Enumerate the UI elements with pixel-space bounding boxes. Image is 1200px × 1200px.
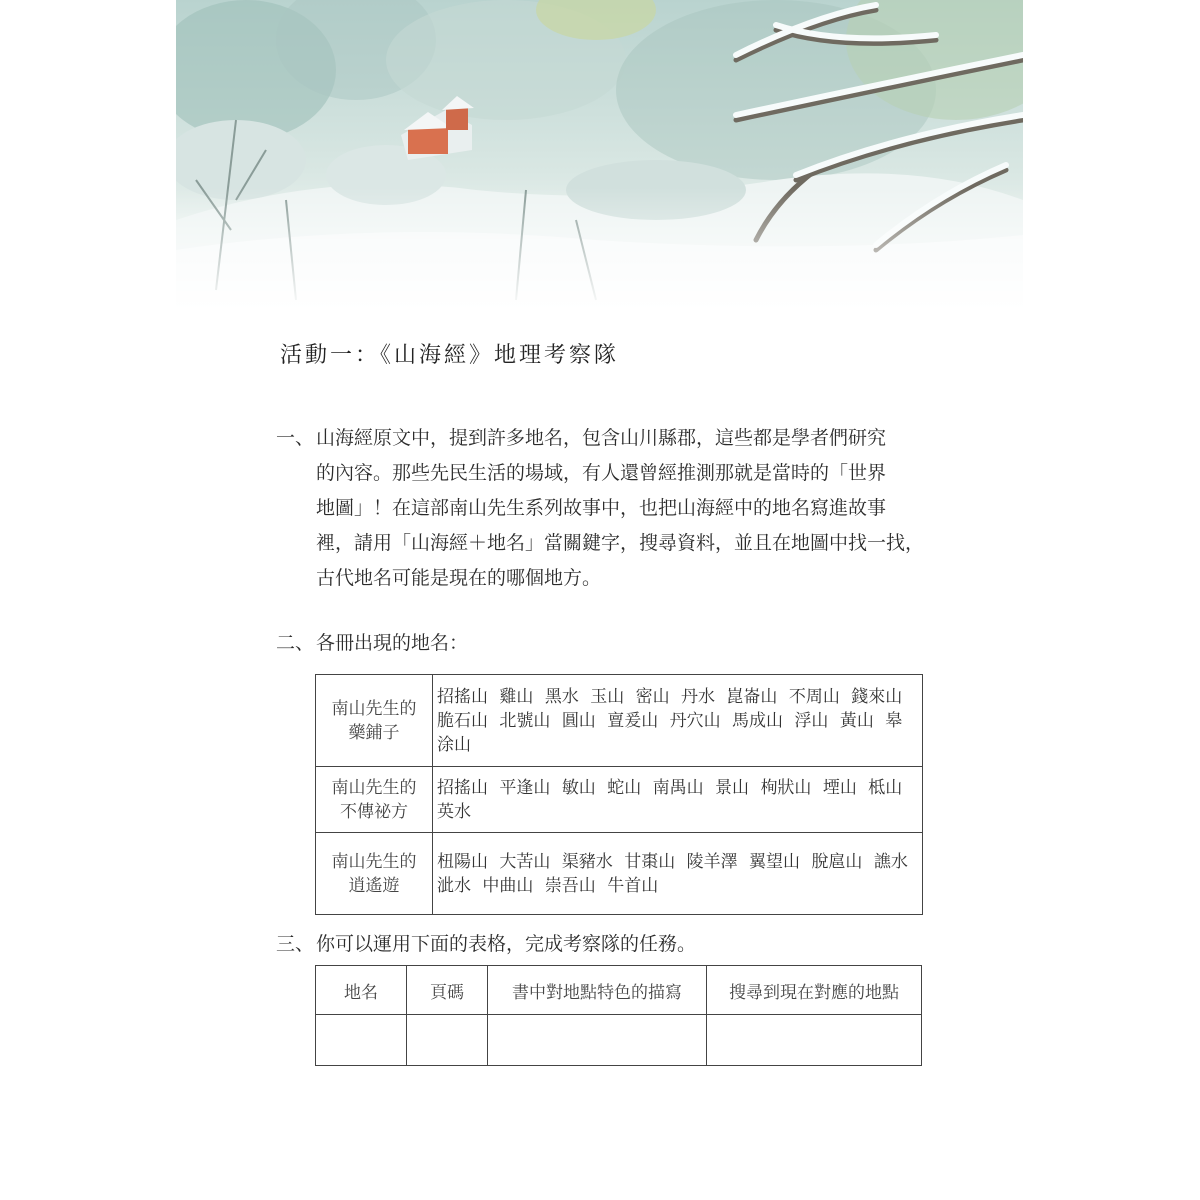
section-1-number: 一、 (276, 427, 315, 449)
section-3-text: 你可以運用下面的表格，完成考察隊的任務。 (316, 933, 697, 955)
place-name: 杻陽山 (437, 851, 488, 872)
place-name: 蛇山 (607, 777, 642, 798)
place-name: 丹水 (681, 686, 716, 707)
place-name: 渠豬水 (561, 851, 613, 872)
place-name: 譙水 (873, 851, 908, 872)
section-1-line: 裡，請用「山海經＋地名」當關鍵字，搜尋資料，並且在地圖中找一找， (316, 532, 925, 554)
place-names-table (315, 674, 923, 915)
place-name: 招搖山 (437, 777, 488, 798)
volume-title-line: 逍遙遊 (348, 875, 400, 896)
volume-title (316, 833, 433, 915)
place-name: 泚水 (437, 875, 471, 896)
book-page (176, 0, 1023, 1200)
place-name: 英水 (437, 801, 471, 822)
place-name: 栒狀山 (760, 777, 812, 798)
volume-title (316, 767, 433, 833)
place-name: 皋涂山 (437, 710, 903, 755)
place-name: 翼望山 (749, 851, 801, 872)
volume-title-line: 南山先生的 (331, 698, 417, 719)
header-modern-location: 搜尋到現在對應的地點 (707, 966, 922, 1015)
place-name: 堙山 (822, 777, 857, 798)
section-3-number: 三、 (276, 933, 315, 955)
place-name: 圓山 (561, 710, 596, 731)
place-name: 丹穴山 (669, 710, 721, 731)
volume-place-names (433, 675, 923, 767)
place-name: 甘棗山 (624, 851, 676, 872)
place-name: 亶爰山 (607, 710, 659, 731)
place-name: 中曲山 (482, 875, 534, 896)
place-name: 馬成山 (732, 710, 784, 731)
header-description: 書中對地點特色的描寫 (488, 966, 707, 1015)
section-2-text: 各冊出現的地名： (316, 632, 469, 654)
section-1-line: 山海經原文中，提到許多地名，包含山川縣郡，這些都是學者們研究 (316, 427, 887, 449)
place-name: 崇吾山 (544, 875, 596, 896)
investigation-row (316, 1015, 922, 1066)
place-name: 平逢山 (499, 777, 551, 798)
place-name: 大苦山 (499, 851, 551, 872)
volume-row (316, 767, 923, 833)
place-name: 崑崙山 (726, 686, 778, 707)
section-2 (276, 626, 936, 661)
volume-title-line: 不傳祕方 (340, 801, 408, 822)
place-name: 柢山 (868, 777, 903, 798)
section-1-line: 的內容。那些先民生活的場域，有人還曾經推測那就是當時的「世界 (316, 462, 887, 484)
place-name: 不周山 (788, 686, 840, 707)
volume-title-line: 藥鋪子 (348, 722, 400, 743)
section-1-line: 地圖」！在這部南山先生系列故事中，也把山海經中的地名寫進故事 (316, 497, 887, 519)
place-name: 黑水 (544, 686, 579, 707)
cell-page-number[interactable] (407, 1015, 488, 1066)
volume-title (316, 675, 433, 767)
place-name: 錢來山 (851, 686, 903, 707)
place-name: 雞山 (499, 686, 534, 707)
volume-place-names (433, 767, 923, 833)
header-page-number: 頁碼 (407, 966, 488, 1015)
place-name: 浮山 (794, 710, 829, 731)
place-name: 敏山 (561, 777, 596, 798)
section-1-text (316, 421, 936, 596)
place-name: 招搖山 (437, 686, 488, 707)
section-1 (276, 421, 936, 596)
place-name: 黃山 (839, 710, 874, 731)
section-3 (276, 927, 936, 962)
section-2-number: 二、 (276, 632, 315, 654)
section-1-line: 古代地名可能是現在的哪個地方。 (316, 567, 602, 589)
header-place-name: 地名 (316, 966, 407, 1015)
place-name: 脫扈山 (811, 851, 863, 872)
place-name: 脆石山 (437, 710, 488, 731)
place-name: 北號山 (499, 710, 551, 731)
volume-row (316, 833, 923, 915)
volume-title-line: 南山先生的 (331, 851, 417, 872)
place-name: 密山 (635, 686, 670, 707)
place-name: 牛首山 (607, 875, 659, 896)
volume-place-names (433, 833, 923, 915)
activity-title: 活動一：《山海經》地理考察隊 (280, 343, 620, 368)
cell-place-name[interactable] (316, 1015, 407, 1066)
place-name: 南禺山 (652, 777, 704, 798)
investigation-table (315, 965, 922, 1066)
cell-description[interactable] (488, 1015, 707, 1066)
place-name: 玉山 (590, 686, 625, 707)
place-name: 景山 (715, 777, 750, 798)
volume-row (316, 675, 923, 767)
place-name: 陵羊澤 (686, 851, 738, 872)
investigation-header-row (316, 966, 922, 1015)
cell-modern-location[interactable] (707, 1015, 922, 1066)
volume-title-line: 南山先生的 (331, 777, 417, 798)
snowy-landscape-illustration (176, 0, 1023, 312)
